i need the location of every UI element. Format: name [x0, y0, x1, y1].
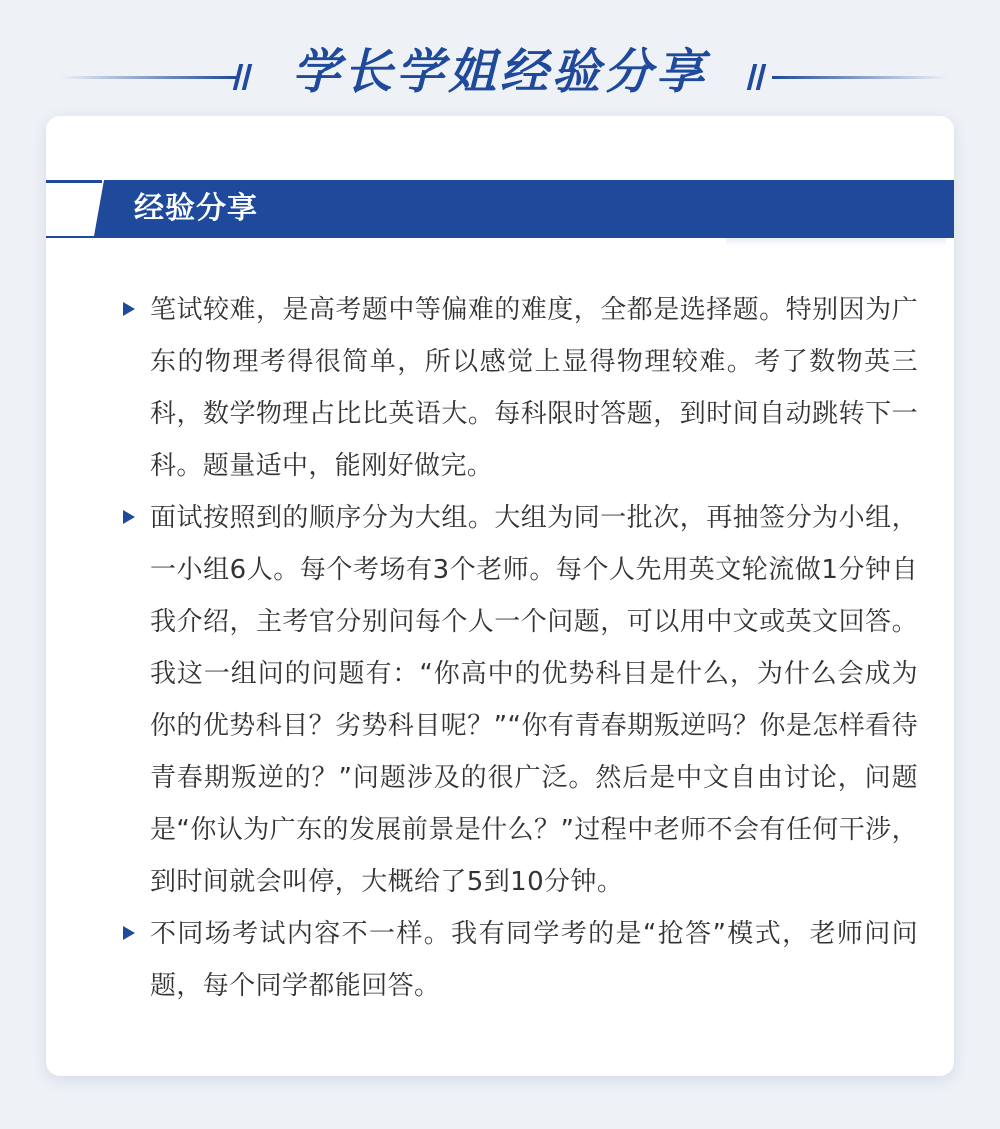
list-item — [118, 908, 918, 1012]
list-item-text: 不同场考试内容不一样。我有同学考的是“抢答”模式，老师问问题，每个同学都能回答。 — [150, 919, 918, 1001]
list-item-text: 面试按照到的顺序分为大组。大组为同一批次，再抽签分为小组，一小组6人。每个考场有3个老师。每个人先用英文轮流做1分钟自我介绍，主考官分别问每个人一个问题，可以用中文或英文回答。我这一组问的问题有：“你高中的优势科目是什么，为什么会成为你的优势科目？劣势科目呢？”“你有青春期叛逆吗？你是怎样看待青春期叛逆的？”问题涉及的很广泛。然后是中文自由讨论，问题是“你认为广东的发展前景是什么？”过程中老师不会有任何干涉，到时间就会叫停，大概给了5到10分钟。 — [150, 503, 918, 897]
content-card — [46, 116, 954, 1076]
section-title: 经验分享 — [134, 191, 258, 226]
banner-shadow — [726, 238, 946, 246]
double-slash-icon — [748, 64, 768, 90]
list-item — [118, 492, 918, 908]
double-slash-icon — [234, 64, 254, 90]
experience-list — [118, 284, 918, 1012]
triangle-right-icon — [123, 302, 135, 316]
page-title: 学长学姐经验分享 — [291, 44, 708, 100]
banner-accent — [46, 180, 102, 183]
triangle-right-icon — [123, 510, 135, 524]
triangle-right-icon — [123, 926, 135, 940]
page-header — [0, 0, 1000, 118]
list-item-text: 笔试较难，是高考题中等偏难的难度，全都是选择题。特别因为广东的物理考得很简单，所以感觉上显得物理较难。考了数物英三科，数学物理占比比英语大。每科限时答题，到时间自动跳转下一科。题量适中，能刚好做完。 — [150, 295, 918, 481]
header-divider-right — [772, 76, 948, 79]
section-banner — [46, 180, 954, 238]
header-divider-left — [60, 76, 236, 79]
list-item — [118, 284, 918, 492]
